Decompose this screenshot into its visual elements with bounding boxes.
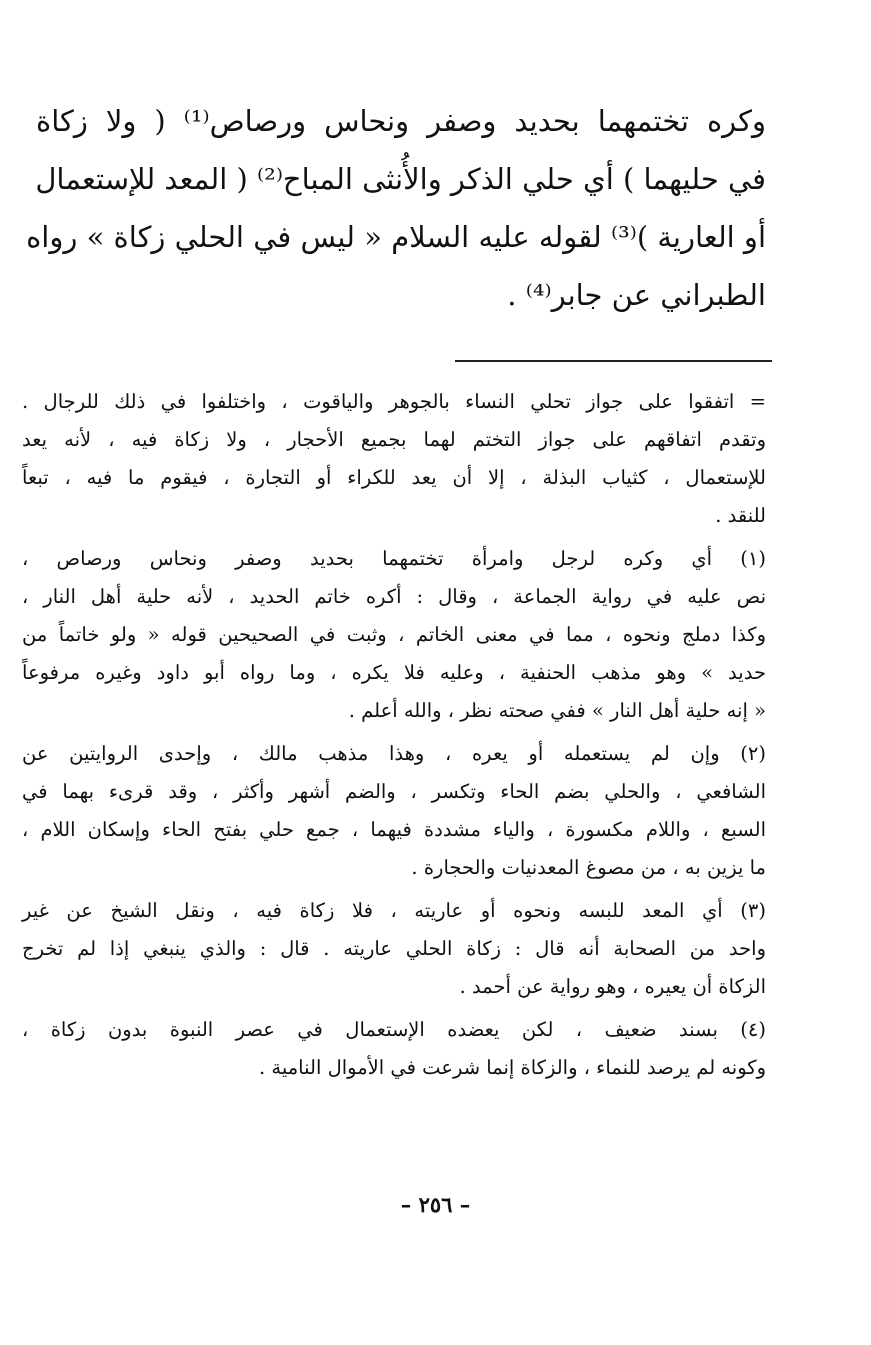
- footnote-line: حديد » وهو مذهب الحنفية ، وعليه فلا يكره ، وما رواه أبو داود وغيره مرفوعاً: [22, 661, 766, 684]
- footnote-line: نص عليه في رواية الجماعة ، وقال : أكره خاتم الحديد ، لأنه حلية أهل النار ،: [22, 585, 766, 608]
- footnote-2: [22, 735, 766, 887]
- footnote-line: للإستعمال ، كثياب البذلة ، إلا أن يعد للكراء أو التجارة ، فيقوم ما فيه ، تبعاً: [22, 466, 766, 489]
- footnote-continuation: [22, 383, 766, 535]
- footnote-line: (٢) وإن لم يستعمله أو يعره ، وهذا مذهب مالك ، وإحدى الروايتين عن: [22, 742, 766, 765]
- footnote-line: الزكاة أن يعيره ، وهو رواية عن أحمد .: [459, 975, 766, 998]
- footnote-line: السبع ، واللام مكسورة ، والياء مشددة فيهما ، جمع حلي بفتح الحاء وإسكان اللام ،: [22, 818, 766, 841]
- footnote-line: وتقدم اتفاقهم على جواز التختم لهما بجميع الأحجار ، ولا زكاة فيه ، لأنه يعد: [22, 428, 766, 451]
- footnote-line: للنقد .: [715, 504, 766, 527]
- footnote-line: ما يزين به ، من مصوغ المعدنيات والحجارة .: [411, 856, 766, 879]
- main-text-line: وكره تختمهما بحديد وصفر ونحاس ورصاص⁽¹⁾ ( ولا زكاة: [36, 104, 766, 138]
- footnote-separator: [455, 360, 772, 362]
- main-text-line: الطبراني عن جابر⁽⁴⁾ .: [507, 278, 766, 312]
- main-text-line: أو العارية )⁽³⁾ لقوله عليه السلام « ليس في الحلي زكاة » رواه: [26, 220, 766, 254]
- page-number: – ٢٥٦ –: [400, 1192, 471, 1217]
- footnote-1: [22, 540, 766, 730]
- footnote-4: [22, 1011, 766, 1087]
- footnote-line: الشافعي ، والحلي بضم الحاء وتكسر ، والضم أشهر وأكثر ، وقد قرىء بهما في: [22, 780, 766, 803]
- footnote-line: (١) أي وكره لرجل وامرأة تختمهما بحديد وصفر ونحاس ورصاص ،: [22, 547, 766, 570]
- main-text-line: في حليهما ) أي حلي الذكر والأُنثى المباح⁽²⁾ ( المعد للإستعمال: [35, 162, 766, 196]
- main-text: [26, 92, 766, 324]
- footnote-line: (٣) أي المعد للبسه ونحوه أو عاريته ، فلا زكاة فيه ، ونقل الشيخ عن غير: [22, 899, 766, 922]
- footnote-line: وكونه لم يرصد للنماء ، والزكاة إنما شرعت في الأموال النامية .: [259, 1056, 766, 1079]
- footnotes: [22, 383, 766, 1087]
- footnote-line: واحد من الصحابة أنه قال : زكاة الحلي عاريته . قال : والذي ينبغي إذا لم تخرج: [22, 937, 766, 960]
- footnote-line: وكذا دملج ونحوه ، مما في معنى الخاتم ، وثبت في الصحيحين قوله « ولو خاتماً من: [22, 623, 766, 646]
- footnote-3: [22, 892, 766, 1006]
- footnote-line: (٤) بسند ضعيف ، لكن يعضده الإستعمال في عصر النبوة بدون زكاة ،: [22, 1018, 766, 1041]
- footnote-line: « إنه حلية أهل النار » ففي صحته نظر ، والله أعلم .: [348, 699, 766, 722]
- footnote-line: = اتفقوا على جواز تحلي النساء بالجوهر والياقوت ، واختلفوا في ذلك للرجال .: [22, 390, 766, 413]
